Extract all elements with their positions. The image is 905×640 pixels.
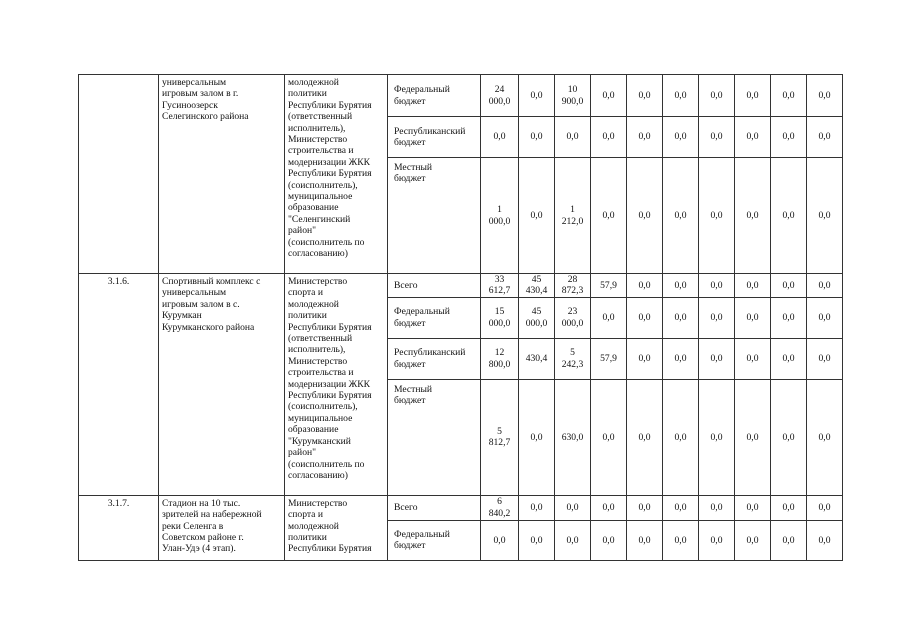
amount-cell: 0,0 (663, 158, 699, 274)
amount-cell: 0,0 (735, 297, 771, 338)
executor-cell: Министерство спорта и молодежной политики Республики Бурятия (ответственный исполнитель), Министерство строительства и модернизации ЖКК Республики Бурятия (соисполнитель), муниципальное образование "Курумканский район" (соисполнитель по согласованию) (285, 274, 388, 496)
amount-cell: 0,0 (663, 520, 699, 560)
amount-cell: 15 000,0 (481, 297, 519, 338)
amount-cell: 0,0 (735, 158, 771, 274)
amount-cell: 0,0 (807, 274, 843, 298)
amount-cell: 0,0 (663, 495, 699, 520)
object-name: универсальным игровым залом в г. Гусиноозерск Селегинского района (159, 75, 285, 274)
amount-cell: 0,0 (735, 520, 771, 560)
amount-cell: 12 800,0 (481, 338, 519, 379)
amount-cell: 0,0 (591, 158, 627, 274)
amount-cell: 0,0 (519, 379, 555, 495)
amount-cell: 24 000,0 (481, 75, 519, 117)
table-row (79, 274, 843, 298)
amount-cell: 0,0 (807, 297, 843, 338)
amount-cell: 0,0 (663, 75, 699, 117)
funding-source-label: Местный бюджет (388, 379, 481, 495)
amount-cell: 0,0 (519, 158, 555, 274)
amount-cell: 0,0 (663, 379, 699, 495)
amount-cell: 0,0 (591, 297, 627, 338)
amount-cell: 23 000,0 (555, 297, 591, 338)
amount-cell: 0,0 (735, 75, 771, 117)
object-name: Спортивный комплекс с универсальным игровым залом в с. Курумкан Курумканского района (159, 274, 285, 496)
amount-cell: 0,0 (555, 117, 591, 158)
amount-cell: 0,0 (807, 338, 843, 379)
funding-source-label: Республиканский бюджет (388, 117, 481, 158)
amount-cell: 0,0 (627, 75, 663, 117)
amount-cell: 0,0 (807, 158, 843, 274)
amount-cell: 0,0 (735, 274, 771, 298)
amount-cell: 0,0 (699, 338, 735, 379)
amount-cell: 0,0 (663, 117, 699, 158)
funding-source-label: Местный бюджет (388, 158, 481, 274)
amount-cell: 0,0 (699, 117, 735, 158)
amount-cell: 0,0 (699, 520, 735, 560)
amount-cell: 0,0 (591, 117, 627, 158)
amount-cell: 0,0 (771, 274, 807, 298)
amount-cell: 0,0 (699, 75, 735, 117)
amount-cell: 0,0 (663, 297, 699, 338)
amount-cell: 28 872,3 (555, 274, 591, 298)
amount-cell: 0,0 (627, 379, 663, 495)
amount-cell: 0,0 (519, 520, 555, 560)
amount-cell: 45 000,0 (519, 297, 555, 338)
amount-cell: 0,0 (627, 117, 663, 158)
amount-cell: 0,0 (663, 274, 699, 298)
amount-cell: 0,0 (699, 158, 735, 274)
amount-cell: 0,0 (555, 495, 591, 520)
amount-cell: 6 840,2 (481, 495, 519, 520)
amount-cell: 0,0 (519, 495, 555, 520)
amount-cell: 0,0 (699, 297, 735, 338)
amount-cell: 5 242,3 (555, 338, 591, 379)
amount-cell: 0,0 (627, 274, 663, 298)
amount-cell: 0,0 (771, 338, 807, 379)
amount-cell: 0,0 (699, 495, 735, 520)
funding-source-label: Всего (388, 274, 481, 298)
amount-cell: 0,0 (699, 274, 735, 298)
amount-cell: 0,0 (555, 520, 591, 560)
amount-cell: 0,0 (699, 379, 735, 495)
amount-cell: 0,0 (807, 495, 843, 520)
amount-cell: 0,0 (771, 495, 807, 520)
funding-source-label: Республиканский бюджет (388, 338, 481, 379)
object-name: Стадион на 10 тыс. зрителей на набережной реки Селенга в Советском районе г. Улан-Удэ (4 этап). (159, 495, 285, 560)
amount-cell: 0,0 (771, 75, 807, 117)
amount-cell: 0,0 (771, 520, 807, 560)
amount-cell: 0,0 (771, 379, 807, 495)
executor-cell: молодежной политики Республики Бурятия (ответственный исполнитель), Министерство строительства и модернизации ЖКК Республики Бурятия (соисполнитель), муниципальное образование "Селенгинский район" (соисполнитель по согласованию) (285, 75, 388, 274)
amount-cell: 0,0 (519, 117, 555, 158)
amount-cell: 0,0 (627, 520, 663, 560)
table-row (79, 75, 843, 117)
amount-cell: 0,0 (591, 520, 627, 560)
amount-cell: 57,9 (591, 338, 627, 379)
amount-cell: 430,4 (519, 338, 555, 379)
amount-cell: 0,0 (735, 117, 771, 158)
amount-cell: 0,0 (735, 495, 771, 520)
row-code: 3.1.7. (79, 495, 159, 560)
row-code (79, 75, 159, 274)
amount-cell: 0,0 (807, 520, 843, 560)
amount-cell: 0,0 (771, 297, 807, 338)
amount-cell: 0,0 (627, 158, 663, 274)
amount-cell: 10 900,0 (555, 75, 591, 117)
funding-source-label: Федеральный бюджет (388, 520, 481, 560)
amount-cell: 0,0 (807, 75, 843, 117)
amount-cell: 0,0 (481, 117, 519, 158)
amount-cell: 33 612,7 (481, 274, 519, 298)
amount-cell: 45 430,4 (519, 274, 555, 298)
amount-cell: 0,0 (519, 75, 555, 117)
amount-cell: 0,0 (807, 117, 843, 158)
amount-cell: 0,0 (663, 338, 699, 379)
amount-cell: 0,0 (771, 117, 807, 158)
amount-cell: 0,0 (735, 338, 771, 379)
amount-cell: 0,0 (771, 158, 807, 274)
amount-cell: 0,0 (807, 379, 843, 495)
amount-cell: 1 000,0 (481, 158, 519, 274)
funding-source-label: Федеральный бюджет (388, 297, 481, 338)
budget-table (78, 74, 843, 561)
amount-cell: 0,0 (591, 379, 627, 495)
amount-cell: 0,0 (627, 495, 663, 520)
amount-cell: 5 812,7 (481, 379, 519, 495)
amount-cell: 0,0 (735, 379, 771, 495)
amount-cell: 0,0 (627, 297, 663, 338)
executor-cell: Министерство спорта и молодежной политики Республики Бурятия (285, 495, 388, 560)
funding-source-label: Федеральный бюджет (388, 75, 481, 117)
table-row (79, 495, 843, 520)
row-code: 3.1.6. (79, 274, 159, 496)
amount-cell: 1 212,0 (555, 158, 591, 274)
amount-cell: 57,9 (591, 274, 627, 298)
amount-cell: 0,0 (591, 495, 627, 520)
amount-cell: 630,0 (555, 379, 591, 495)
funding-source-label: Всего (388, 495, 481, 520)
amount-cell: 0,0 (481, 520, 519, 560)
amount-cell: 0,0 (627, 338, 663, 379)
amount-cell: 0,0 (591, 75, 627, 117)
